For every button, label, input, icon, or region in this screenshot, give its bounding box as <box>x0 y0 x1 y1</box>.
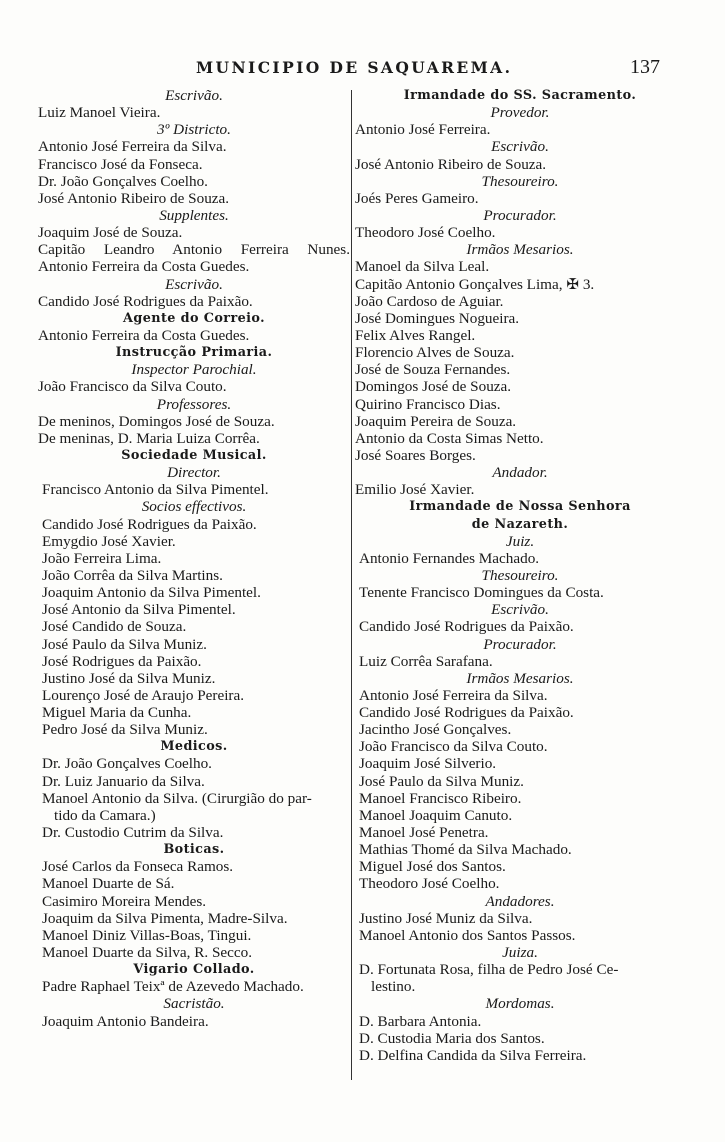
role-title: Procurador. <box>483 206 557 224</box>
name-entry: José Candido de Souza. <box>42 618 187 636</box>
name-entry: Padre Raphael Teixª de Azevedo Machado. <box>42 978 304 996</box>
name-entry: Justino José Muniz da Silva. <box>359 909 533 927</box>
name-entry: Domingos José de Souza. <box>355 378 512 396</box>
role-title: Thesoureiro. <box>481 172 559 190</box>
name-entry: lestino. <box>371 978 416 996</box>
section-heading: Instrucção Primaria. <box>115 345 273 361</box>
section-heading: Irmandade de Nossa Senhora <box>409 499 631 515</box>
name-entry: Manoel da Silva Leal. <box>355 258 490 276</box>
name-entry: Antonio José Ferreira da Silva. <box>359 686 548 704</box>
name-entry: Dr. João Gonçalves Coelho. <box>38 172 208 190</box>
name-entry: João Corrêa da Silva Martins. <box>42 566 223 584</box>
name-entry: Dr. Custodio Cutrim da Silva. <box>42 824 224 842</box>
name-entry: Manoel Diniz Villas-Boas, Tingui. <box>42 926 252 944</box>
name-entry: Miguel Maria da Cunha. <box>42 704 192 722</box>
name-entry: José Domingues Nogueira. <box>355 309 520 327</box>
name-entry: João Francisco da Silva Couto. <box>359 738 548 756</box>
name-entry: João Francisco da Silva Couto. <box>38 378 227 396</box>
name-entry: De meninas, D. Maria Luiza Corrêa. <box>38 429 260 447</box>
role-title: Escrivão. <box>491 601 549 619</box>
page-header <box>0 58 725 82</box>
right-column <box>355 87 685 1064</box>
role-title: Professores. <box>156 395 232 413</box>
name-entry: D. Delfina Candida da Silva Ferreira. <box>359 1046 587 1064</box>
role-title: Provedor. <box>490 104 550 122</box>
name-entry: Theodoro José Coelho. <box>355 224 496 242</box>
name-entry: Candido José Rodrigues da Paixão. <box>359 704 574 722</box>
role-title: Director. <box>167 464 221 482</box>
name-entry: Felix Alves Rangel. <box>355 326 476 344</box>
role-title: Juiza. <box>502 944 538 962</box>
name-entry: Quirino Francisco Dias. <box>355 395 501 413</box>
role-title: Andadores. <box>485 892 555 910</box>
name-entry: Candido José Rodrigues da Paixão. <box>38 292 253 310</box>
name-entry: José de Souza Fernandes. <box>355 361 511 379</box>
role-title: Mordomas. <box>485 995 555 1013</box>
role-title: Escrivão. <box>491 138 549 156</box>
name-entry: Dr. João Gonçalves Coelho. <box>42 755 212 773</box>
name-entry: Antonio da Costa Simas Netto. <box>355 429 544 447</box>
name-entry: tido da Camara.) <box>54 806 156 824</box>
column-divider <box>351 90 352 1080</box>
name-entry: Joaquim Antonio Bandeira. <box>42 1012 209 1030</box>
role-title: Irmãos Mesarios. <box>466 241 574 259</box>
role-title: 3º Districto. <box>157 121 231 139</box>
name-entry: Justino José da Silva Muniz. <box>42 669 216 687</box>
name-entry: D. Custodia Maria dos Santos. <box>359 1029 545 1047</box>
name-entry: De meninos, Domingos José de Souza. <box>38 412 275 430</box>
section-heading: Agente do Correio. <box>123 310 265 326</box>
name-entry: Francisco Antonio da Silva Pimentel. <box>42 481 269 499</box>
section-heading: Medicos. <box>160 739 228 755</box>
name-entry: Francisco José da Fonseca. <box>38 155 203 173</box>
role-title: Juiz. <box>505 532 535 550</box>
role-title: Supplentes. <box>159 206 229 224</box>
name-entry: Emilio José Xavier. <box>355 481 475 499</box>
section-heading: Irmandade do SS. Sacramento. <box>403 88 637 103</box>
name-entry: Candido José Rodrigues da Paixão. <box>42 515 257 533</box>
name-entry: José Rodrigues da Paixão. <box>42 652 202 670</box>
role-title: Escrivão. <box>165 275 223 293</box>
name-entry: José Soares Borges. <box>355 446 476 464</box>
name-entry: José Antonio Ribeiro de Souza. <box>38 189 230 207</box>
role-title: Inspector Parochial. <box>131 361 257 379</box>
section-heading: Sociedade Musical. <box>121 447 267 463</box>
name-entry: Manoel Duarte de Sá. <box>42 875 175 893</box>
name-entry: José Carlos da Fonseca Ramos. <box>42 858 234 876</box>
role-title: Thesoureiro. <box>481 566 559 584</box>
role-title: Socios effectivos. <box>141 498 247 516</box>
name-entry: Joaquim José de Souza. <box>38 224 183 242</box>
name-entry: Joaquim Pereira de Souza. <box>355 412 517 430</box>
name-entry: Pedro José da Silva Muniz. <box>42 721 208 739</box>
name-entry: Joaquim da Silva Pimenta, Madre-Silva. <box>42 909 288 927</box>
role-title: Irmãos Mesarios. <box>466 669 574 687</box>
name-entry: Jacintho José Gonçalves. <box>359 721 512 739</box>
role-title: Andador. <box>492 464 548 482</box>
name-entry: Manoel José Penetra. <box>359 824 489 842</box>
name-entry: Casimiro Moreira Mendes. <box>42 892 207 910</box>
name-entry: Antonio José Ferreira da Silva. <box>38 138 227 156</box>
name-entry: José Antonio da Silva Pimentel. <box>42 601 236 619</box>
name-entry: Dr. Luiz Januario da Silva. <box>42 772 205 790</box>
name-entry: Manoel Duarte da Silva, R. Secco. <box>42 944 253 962</box>
section-heading: Boticas. <box>163 842 225 858</box>
section-heading: de Nazareth. <box>471 516 569 532</box>
name-entry: José Paulo da Silva Muniz. <box>42 635 207 653</box>
name-entry: Mathias Thomé da Silva Machado. <box>359 841 572 859</box>
role-title: Procurador. <box>483 635 557 653</box>
name-entry: Florencio Alves de Souza. <box>355 344 515 362</box>
role-title: Sacristão. <box>163 995 225 1013</box>
name-entry: D. Fortunata Rosa, filha de Pedro José Ce- <box>359 961 619 979</box>
name-entry: Antonio Ferreira da Costa Guedes. <box>38 326 250 344</box>
left-column <box>38 87 350 1030</box>
name-entry: Joaquim José Silverio. <box>359 755 497 773</box>
name-entry: Antonio Ferreira da Costa Guedes. <box>38 258 250 276</box>
page-number: 137 <box>630 56 660 78</box>
name-entry: Manoel Joaquim Canuto. <box>359 806 513 824</box>
name-entry: Theodoro José Coelho. <box>359 875 500 893</box>
name-entry: Manoel Francisco Ribeiro. <box>359 789 522 807</box>
name-entry: Manoel Antonio dos Santos Passos. <box>359 926 576 944</box>
role-title: Escrivão. <box>165 87 223 104</box>
name-entry: Antonio José Ferreira. <box>355 121 491 139</box>
name-entry: Miguel José dos Santos. <box>359 858 506 876</box>
name-entry: D. Barbara Antonia. <box>359 1012 482 1030</box>
name-entry: José Paulo da Silva Muniz. <box>359 772 524 790</box>
name-entry: Antonio Fernandes Machado. <box>359 549 540 567</box>
running-title: MUNICIPIO DE SAQUAREMA. <box>196 58 513 77</box>
name-entry: Joés Peres Gameiro. <box>355 189 479 207</box>
section-heading: Vigario Collado. <box>133 962 255 978</box>
name-entry: João Cardoso de Aguiar. <box>355 292 504 310</box>
name-entry: Manoel Antonio da Silva. (Cirurgião do par- <box>42 789 312 807</box>
name-entry: Capitão Antonio Gonçalves Lima, ✠ 3. <box>355 275 595 293</box>
name-entry: Capitão Leandro Antonio Ferreira Nunes. <box>38 241 350 259</box>
name-entry: Lourenço José de Araujo Pereira. <box>42 686 245 704</box>
name-entry: João Ferreira Lima. <box>42 549 162 567</box>
name-entry: Candido José Rodrigues da Paixão. <box>359 618 574 636</box>
name-entry: Tenente Francisco Domingues da Costa. <box>359 584 604 602</box>
name-entry: Luiz Manoel Vieira. <box>38 104 161 122</box>
name-entry: Luiz Corrêa Sarafana. <box>359 652 493 670</box>
name-entry: Joaquim Antonio da Silva Pimentel. <box>42 584 261 602</box>
name-entry: José Antonio Ribeiro de Souza. <box>355 155 547 173</box>
name-entry: Emygdio José Xavier. <box>42 532 176 550</box>
